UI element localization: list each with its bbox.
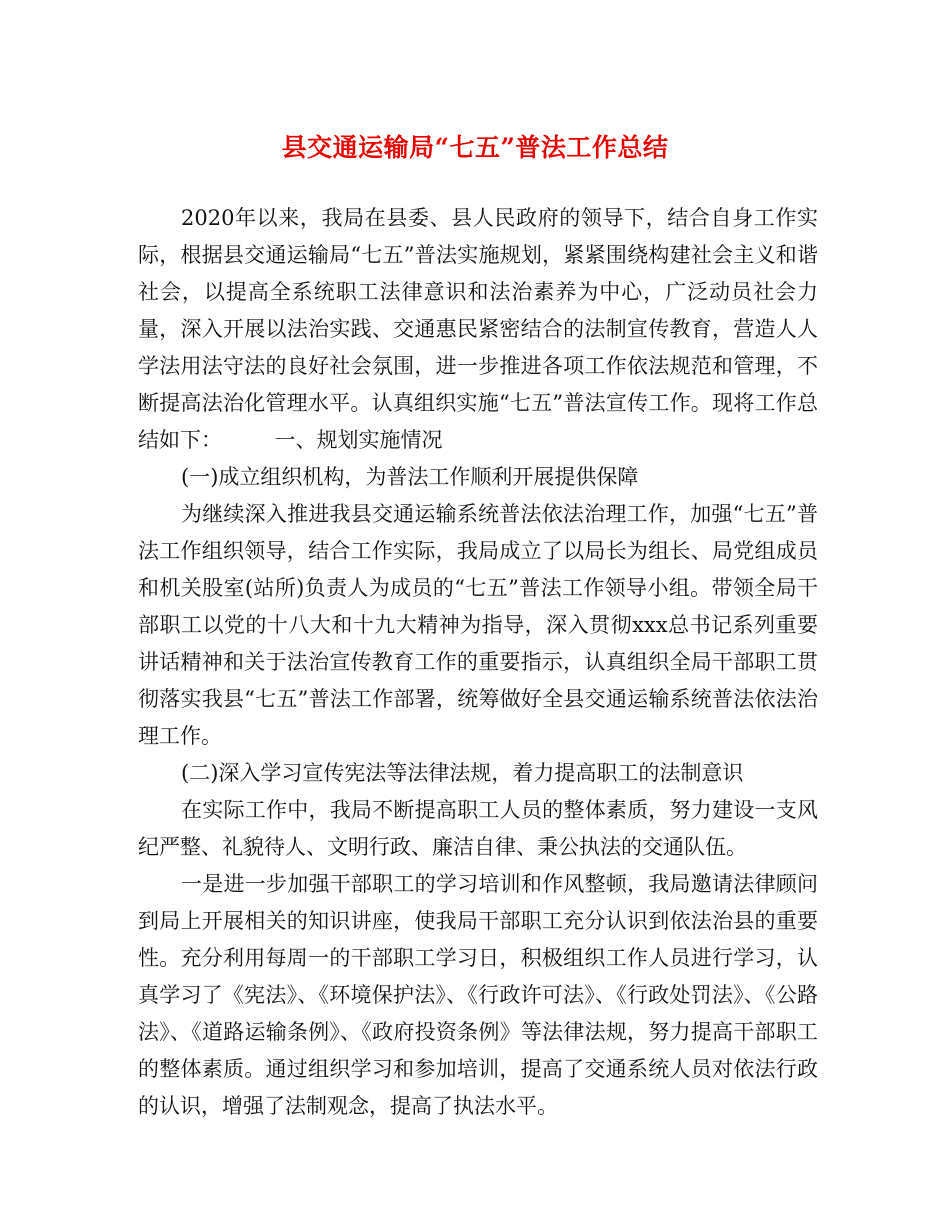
paragraph-organization: 为继续深入推进我县交通运输系统普法依法治理工作，加强“七五”普法工作组织领导，结合工作实际，我局成立了以局长为组长、局党组成员和机关股室(站所)负责人为成员的“七五”普法工作领导小组。带领全局干部职工以党的十八大和十九大精神为指导，深入贯彻xxx总书记系列重要讲话精神和关于法治宣传教育工作的重要指示，认真组织全局干部职工贯彻落实我县“七五”普法工作部署，统筹做好全县交通运输系统普法依法治理工作。 (138, 502, 818, 748)
paragraph-practice: 在实际工作中，我局不断提高职工人员的整体素质，努力建设一支风纪严整、礼貌待人、文明行政、廉洁自律、秉公执法的交通队伍。 (138, 798, 818, 859)
document-body (138, 200, 818, 1125)
section-heading-1: (一)成立组织机构，为普法工作顺利开展提供保障 (181, 465, 639, 489)
section-heading-2: (二)深入学习宣传宪法等法律法规，着力提高职工的法制意识 (181, 761, 744, 785)
paragraph-training: 一是进一步加强干部职工的学习培训和作风整顿，我局邀请法律顾问到局上开展相关的知识讲座，使我局干部职工充分认识到依法治县的重要性。充分利用每周一的干部职工学习日，积极组织工作人员进行学习，认真学习了《宪法》、《环境保护法》、《行政许可法》、《行政处罚法》、《公路法》、《道路运输条例》、《政府投资条例》等法律法规，努力提高干部职工的整体素质。通过组织学习和参加培训，提高了交通系统人员对依法行政的认识，增强了法制观念，提高了执法水平。 (138, 872, 818, 1118)
paragraph-intro: 2020年以来，我局在县委、县人民政府的领导下，结合自身工作实际，根据县交通运输局“七五”普法实施规划，紧紧围绕构建社会主义和谐社会，以提高全系统职工法律意识和法治素养为中心，广泛动员社会力量，深入开展以法治实践、交通惠民紧密结合的法制宣传教育，营造人人学法用法守法的良好社会氛围，进一步推进各项工作依法规范和管理，不断提高法治化管理水平。认真组织实施“七五”普法宣传工作。现将工作总结如下： 一、规划实施情况 (138, 206, 818, 452)
document-title: 县交通运输局“七五”普法工作总结 (281, 133, 669, 162)
